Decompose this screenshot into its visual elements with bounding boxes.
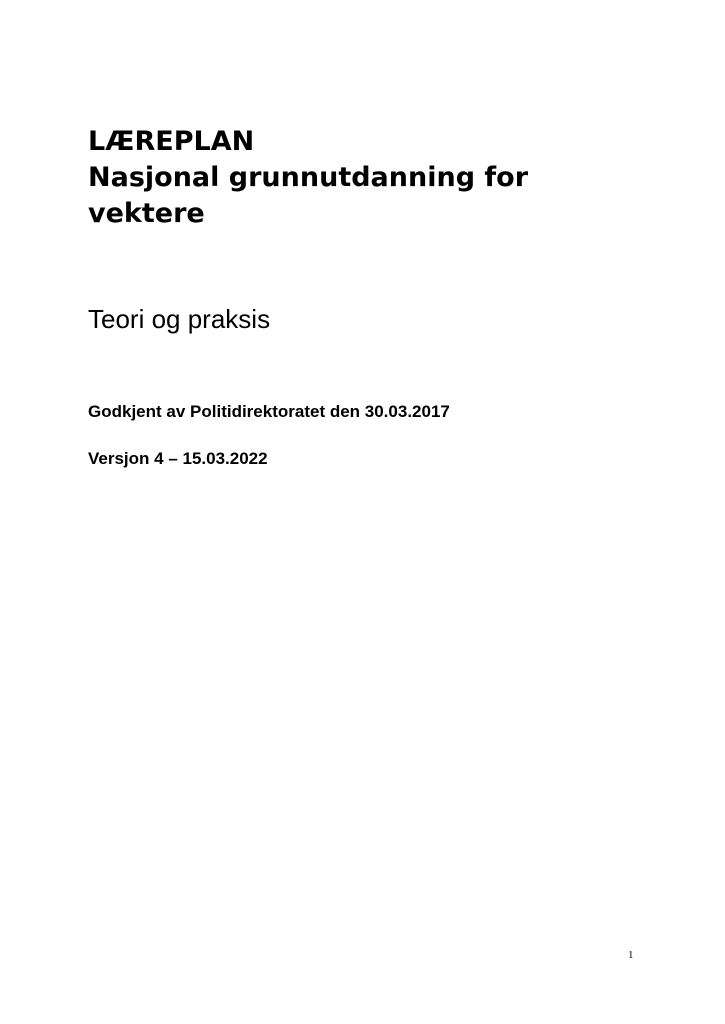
title-line: vektere <box>88 198 205 229</box>
page-number: 1 <box>628 949 634 961</box>
document-subtitle: Teori og praksis <box>88 304 271 334</box>
title-line: Nasjonal grunnutdanning for <box>88 162 529 193</box>
approval-statement: Godkjent av Politidirektoratet den 30.03.2017 <box>88 402 450 421</box>
version-statement: Versjon 4 – 15.03.2022 <box>88 449 268 468</box>
document-title <box>88 124 648 232</box>
title-line: LÆREPLAN <box>88 126 255 157</box>
